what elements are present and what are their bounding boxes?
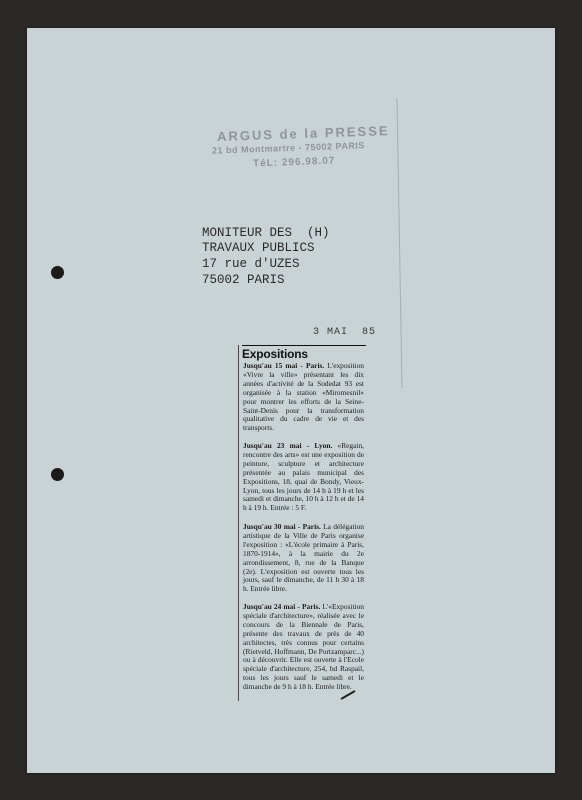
punch-hole xyxy=(51,266,64,279)
clipping-entry xyxy=(243,603,364,692)
clipping-entry xyxy=(243,362,364,433)
addressee-line: 75002 PARIS xyxy=(202,273,285,287)
agency-stamp-name: ARGUS de la PRESSE xyxy=(216,122,390,145)
agency-stamp-address: 21 bd Montmartre - 75002 PARIS xyxy=(211,140,366,156)
agency-stamp-phone: TéL: 296.98.07 xyxy=(252,155,336,170)
punch-hole xyxy=(51,468,64,481)
fold-line xyxy=(396,98,402,388)
date-stamp: 3 MAI 85 xyxy=(313,327,377,338)
clipping-title: Expositions xyxy=(242,345,366,361)
entry-lead: Jusqu'au 30 mai - Paris. xyxy=(243,522,321,531)
document-sheet xyxy=(27,28,555,773)
clipping-entry xyxy=(243,523,364,594)
entry-text: L'«Exposition spéciale d'architecture», réalisée avec le concours de la Biennale de Paris, présente des travaux de près de 40 architectes, très connus pour certains (Rietveld, Hoffmann, De Portzamparc...) ou à découvrir. Elle est ouverte à l'Ecole spéciale d'architecture, 254, bd Raspail, tous les jours sauf le samedi et le dimanche de 9 h à 18 h. Entrée libre. xyxy=(243,602,364,692)
entry-text: La délégation artistique de la Ville de Paris organise l'exposition : «L'école primaire à Paris, 1870-1914», à la mairie du 2e arrondissement, 8, rue de la Banque (2e). L'exposition est ouverte tous les jours, sauf le dimanche, de 11 h 30 à 18 h. Entrée libre. xyxy=(243,522,364,594)
addressee-line: 17 rue d'UZES xyxy=(202,257,300,271)
clipping-entry xyxy=(243,442,364,513)
addressee-line: MONITEUR DES (H) xyxy=(202,226,330,240)
newspaper-clipping xyxy=(238,345,367,701)
entry-lead: Jusqu'au 15 mai - Paris. xyxy=(243,361,325,370)
entry-lead: Jusqu'au 24 mai - Paris. xyxy=(243,602,321,611)
entry-lead: Jusqu'au 23 mai - Lyon. xyxy=(243,441,333,450)
addressee-line: TRAVAUX PUBLICS xyxy=(202,241,315,255)
entry-text: «Regain, rencontre des arts» est une exposition de peinture, sculpture et architecture présentée au palais municipal des Expositions, 18, quai de Bondy, Vieux-Lyon, tous les jours de 14 h à 19 h et les samedi et dimanche, 10 h à 12 h et de 14 h à 19 h. Entrée : 5 F. xyxy=(243,441,364,513)
entry-text: L'exposition «Vivre la ville» présentant les dix années d'activité de la Sodedat 93 est organisée à la station «Miromesnil» pour montrer les efforts de la Seine-Saint-Denis pour la transformation qualitative du cadre de vie et des transports. xyxy=(243,361,364,433)
